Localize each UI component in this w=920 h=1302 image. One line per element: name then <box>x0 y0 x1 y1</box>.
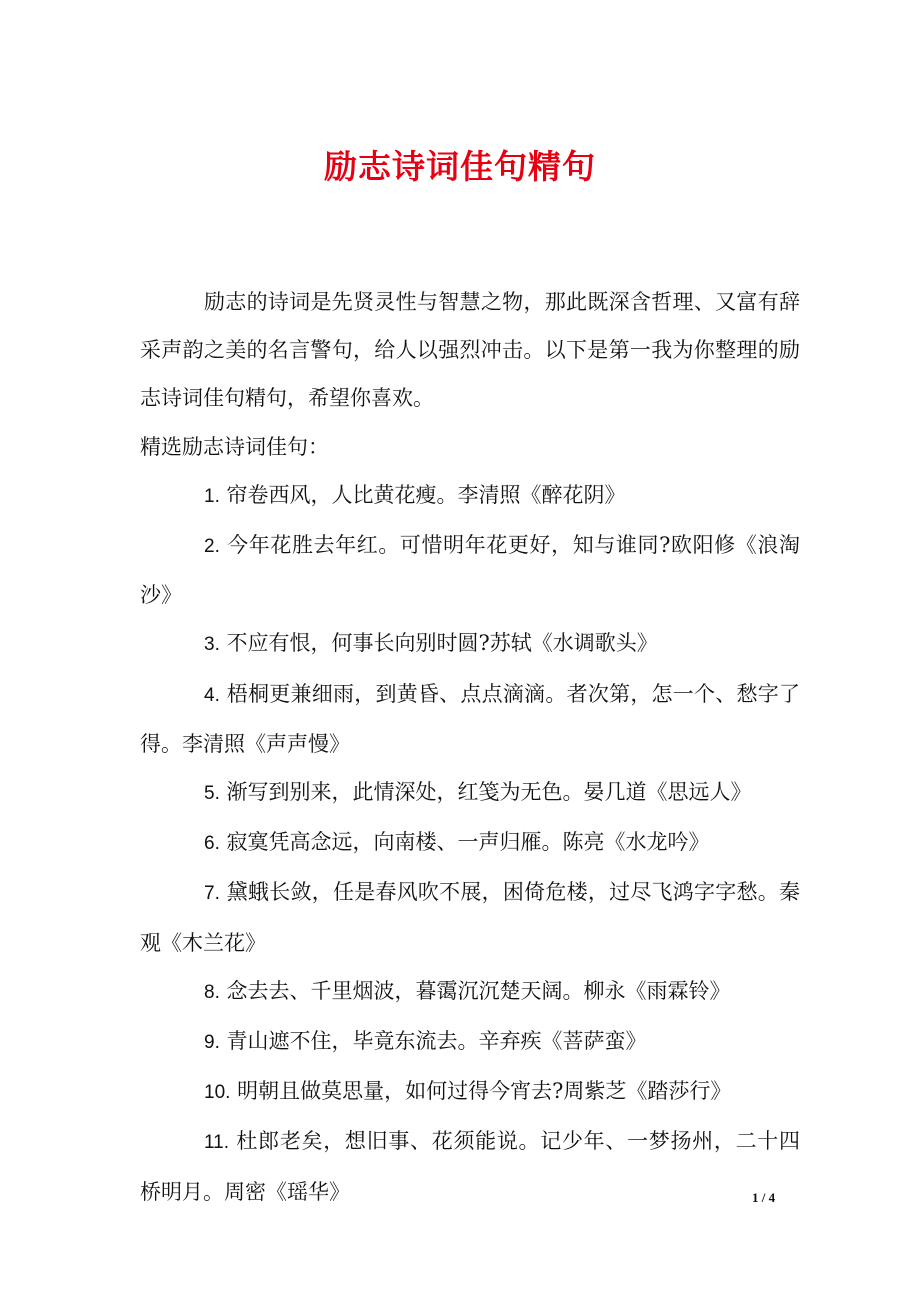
item-text: 今年花胜去年红。可惜明年花更好，知与谁同?欧阳修《浪淘沙》 <box>140 533 800 608</box>
item-text: 念去去、千里烟波，暮霭沉沉楚天阔。柳永《雨霖铃》 <box>226 978 731 1003</box>
list-item <box>140 521 800 619</box>
item-text: 明朝且做莫思量，如何过得今宵去?周紫芝《踏莎行》 <box>237 1079 732 1104</box>
list-item <box>140 619 800 669</box>
item-text: 寂寞凭高念远，向南楼、一声归雁。陈亮《水龙吟》 <box>226 830 710 855</box>
item-text: 渐写到别来，此情深处，红笺为无色。晏几道《思远人》 <box>226 780 752 805</box>
item-number: 11. <box>204 1132 230 1154</box>
list-item <box>140 818 800 868</box>
list-item <box>140 1017 800 1067</box>
intro-paragraph: 励志的诗词是先贤灵性与智慧之物，那此既深含哲理、又富有辞采声韵之美的名言警句，给人以强烈冲击。以下是第一我为你整理的励志诗词佳句精句，希望你喜欢。 <box>140 290 800 411</box>
item-number: 9. <box>204 1032 220 1054</box>
item-number: 4. <box>204 684 220 706</box>
item-text: 杜郎老矣，想旧事、花须能说。记少年、一梦扬州，二十四桥明月。周密《瑶华》 <box>140 1129 800 1204</box>
item-number: 2. <box>204 536 220 558</box>
item-text: 黛蛾长敛，任是春风吹不展，困倚危楼，过尽飞鸿字字愁。秦观《木兰花》 <box>140 880 800 955</box>
item-number: 3. <box>204 634 220 656</box>
item-number: 5. <box>204 783 220 805</box>
page-number: 1 / 4 <box>752 1190 776 1205</box>
document-body <box>140 278 800 1216</box>
item-text: 梧桐更兼细雨，到黄昏、点点滴滴。者次第，怎一个、愁字了得。李清照《声声慢》 <box>140 681 800 756</box>
list-item <box>140 670 800 768</box>
item-number: 1. <box>204 485 220 507</box>
item-text: 帘卷西风，人比黄花瘦。李清照《醉花阴》 <box>226 482 626 507</box>
item-text: 不应有恨，何事长向别时圆?苏轼《水调歌头》 <box>226 631 658 656</box>
item-number: 8. <box>204 981 220 1003</box>
document-title: 励志诗词佳句精句 <box>324 147 596 186</box>
list-item <box>140 768 800 818</box>
list-item <box>140 471 800 521</box>
list-item <box>140 1067 800 1117</box>
item-number: 10. <box>204 1082 231 1104</box>
item-number: 7. <box>204 883 220 905</box>
list-item <box>140 967 800 1017</box>
item-text: 青山遮不住，毕竟东流去。辛弃疾《菩萨蛮》 <box>226 1029 647 1054</box>
item-number: 6. <box>204 833 220 855</box>
list-item <box>140 1117 800 1215</box>
section-heading: 精选励志诗词佳句： <box>140 434 329 459</box>
list-item <box>140 868 800 966</box>
